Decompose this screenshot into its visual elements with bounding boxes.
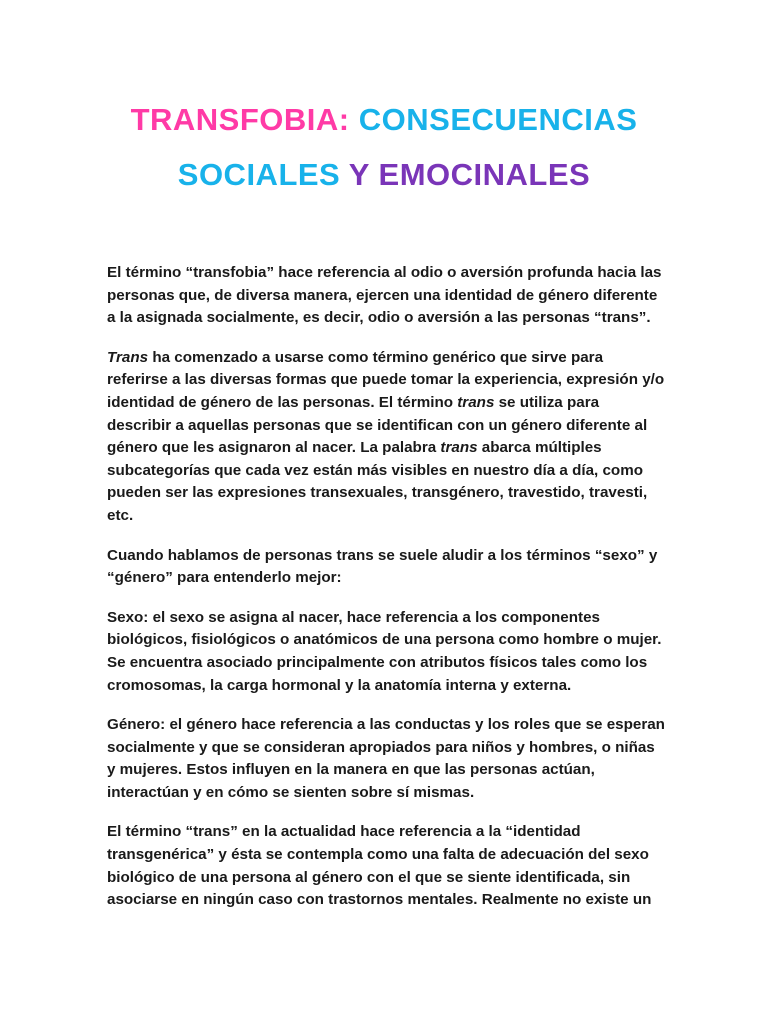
title-word-sociales: SOCIALES [177, 157, 341, 192]
paragraph-sexo-genero-intro: Cuando hablamos de personas trans se suele aludir a los términos “sexo” y “género” para entenderlo mejor: [107, 546, 658, 587]
title-word-y: Y [348, 157, 370, 192]
title-word-transfobia: TRANSFOBIA: [130, 102, 350, 137]
title-word-consecuencias: CONSECUENCIAS [358, 102, 638, 137]
document-title [40, 92, 728, 202]
italic-trans: trans [457, 393, 495, 411]
paragraph-transfobia-definition: El término “transfobia” hace referencia al odio o aversión profunda hacia las personas que, de diversa manera, ejercen una identidad de género diferente a la asignada socialmente, es decir, odio o aversión a las personas “trans”. [107, 264, 662, 327]
italic-trans: Trans [107, 348, 149, 366]
paragraph-trans-actualidad: El término “trans” en la actualidad hace referencia a la “identidad transgenérica” y ésta se contempla como una falta de adecuación del sexo biológico de una persona al género con el que se siente identificada, sin asociarse en ningún caso con trastornos mentales. Realmente no existe un [107, 823, 652, 909]
paragraph-text: se utiliza para describir a aquellas personas que se identifican con un género diferente al género que les asignaron al nacer. La palabra [107, 393, 648, 457]
paragraph-text: abarca múltiples subcategorías que cada vez están más visibles en nuestro día a día, como pueden ser las expresiones transexuales, transgénero, travestido, travesti, etc. [107, 439, 648, 524]
title-word-emocinales: EMOCINALES [378, 157, 591, 192]
paragraph-trans-term [107, 347, 667, 528]
document-body [107, 262, 667, 929]
paragraph-sexo: Sexo: el sexo se asigna al nacer, hace referencia a los componentes biológicos, fisiológicos o anatómicos de una persona como hombre o mujer. Se encuentra asociado principalmente con atributos físicos tales como los cromosomas, la carga hormonal y la anatomía interna y externa. [107, 608, 662, 694]
paragraph-text: ha comenzado a usarse como término genérico que sirve para referirse a las diversas formas que puede tomar la experiencia, expresión y/o identidad de género de las personas. El término [107, 348, 665, 411]
italic-trans: trans [440, 439, 478, 457]
paragraph-genero: Género: el género hace referencia a las conductas y los roles que se esperan socialmente y que se consideran apropiados para niños y hombres, o niñas y mujeres. Estos influyen en la manera en que las personas actúan, interactúan y en cómo se sienten sobre sí mismas. [107, 716, 665, 801]
